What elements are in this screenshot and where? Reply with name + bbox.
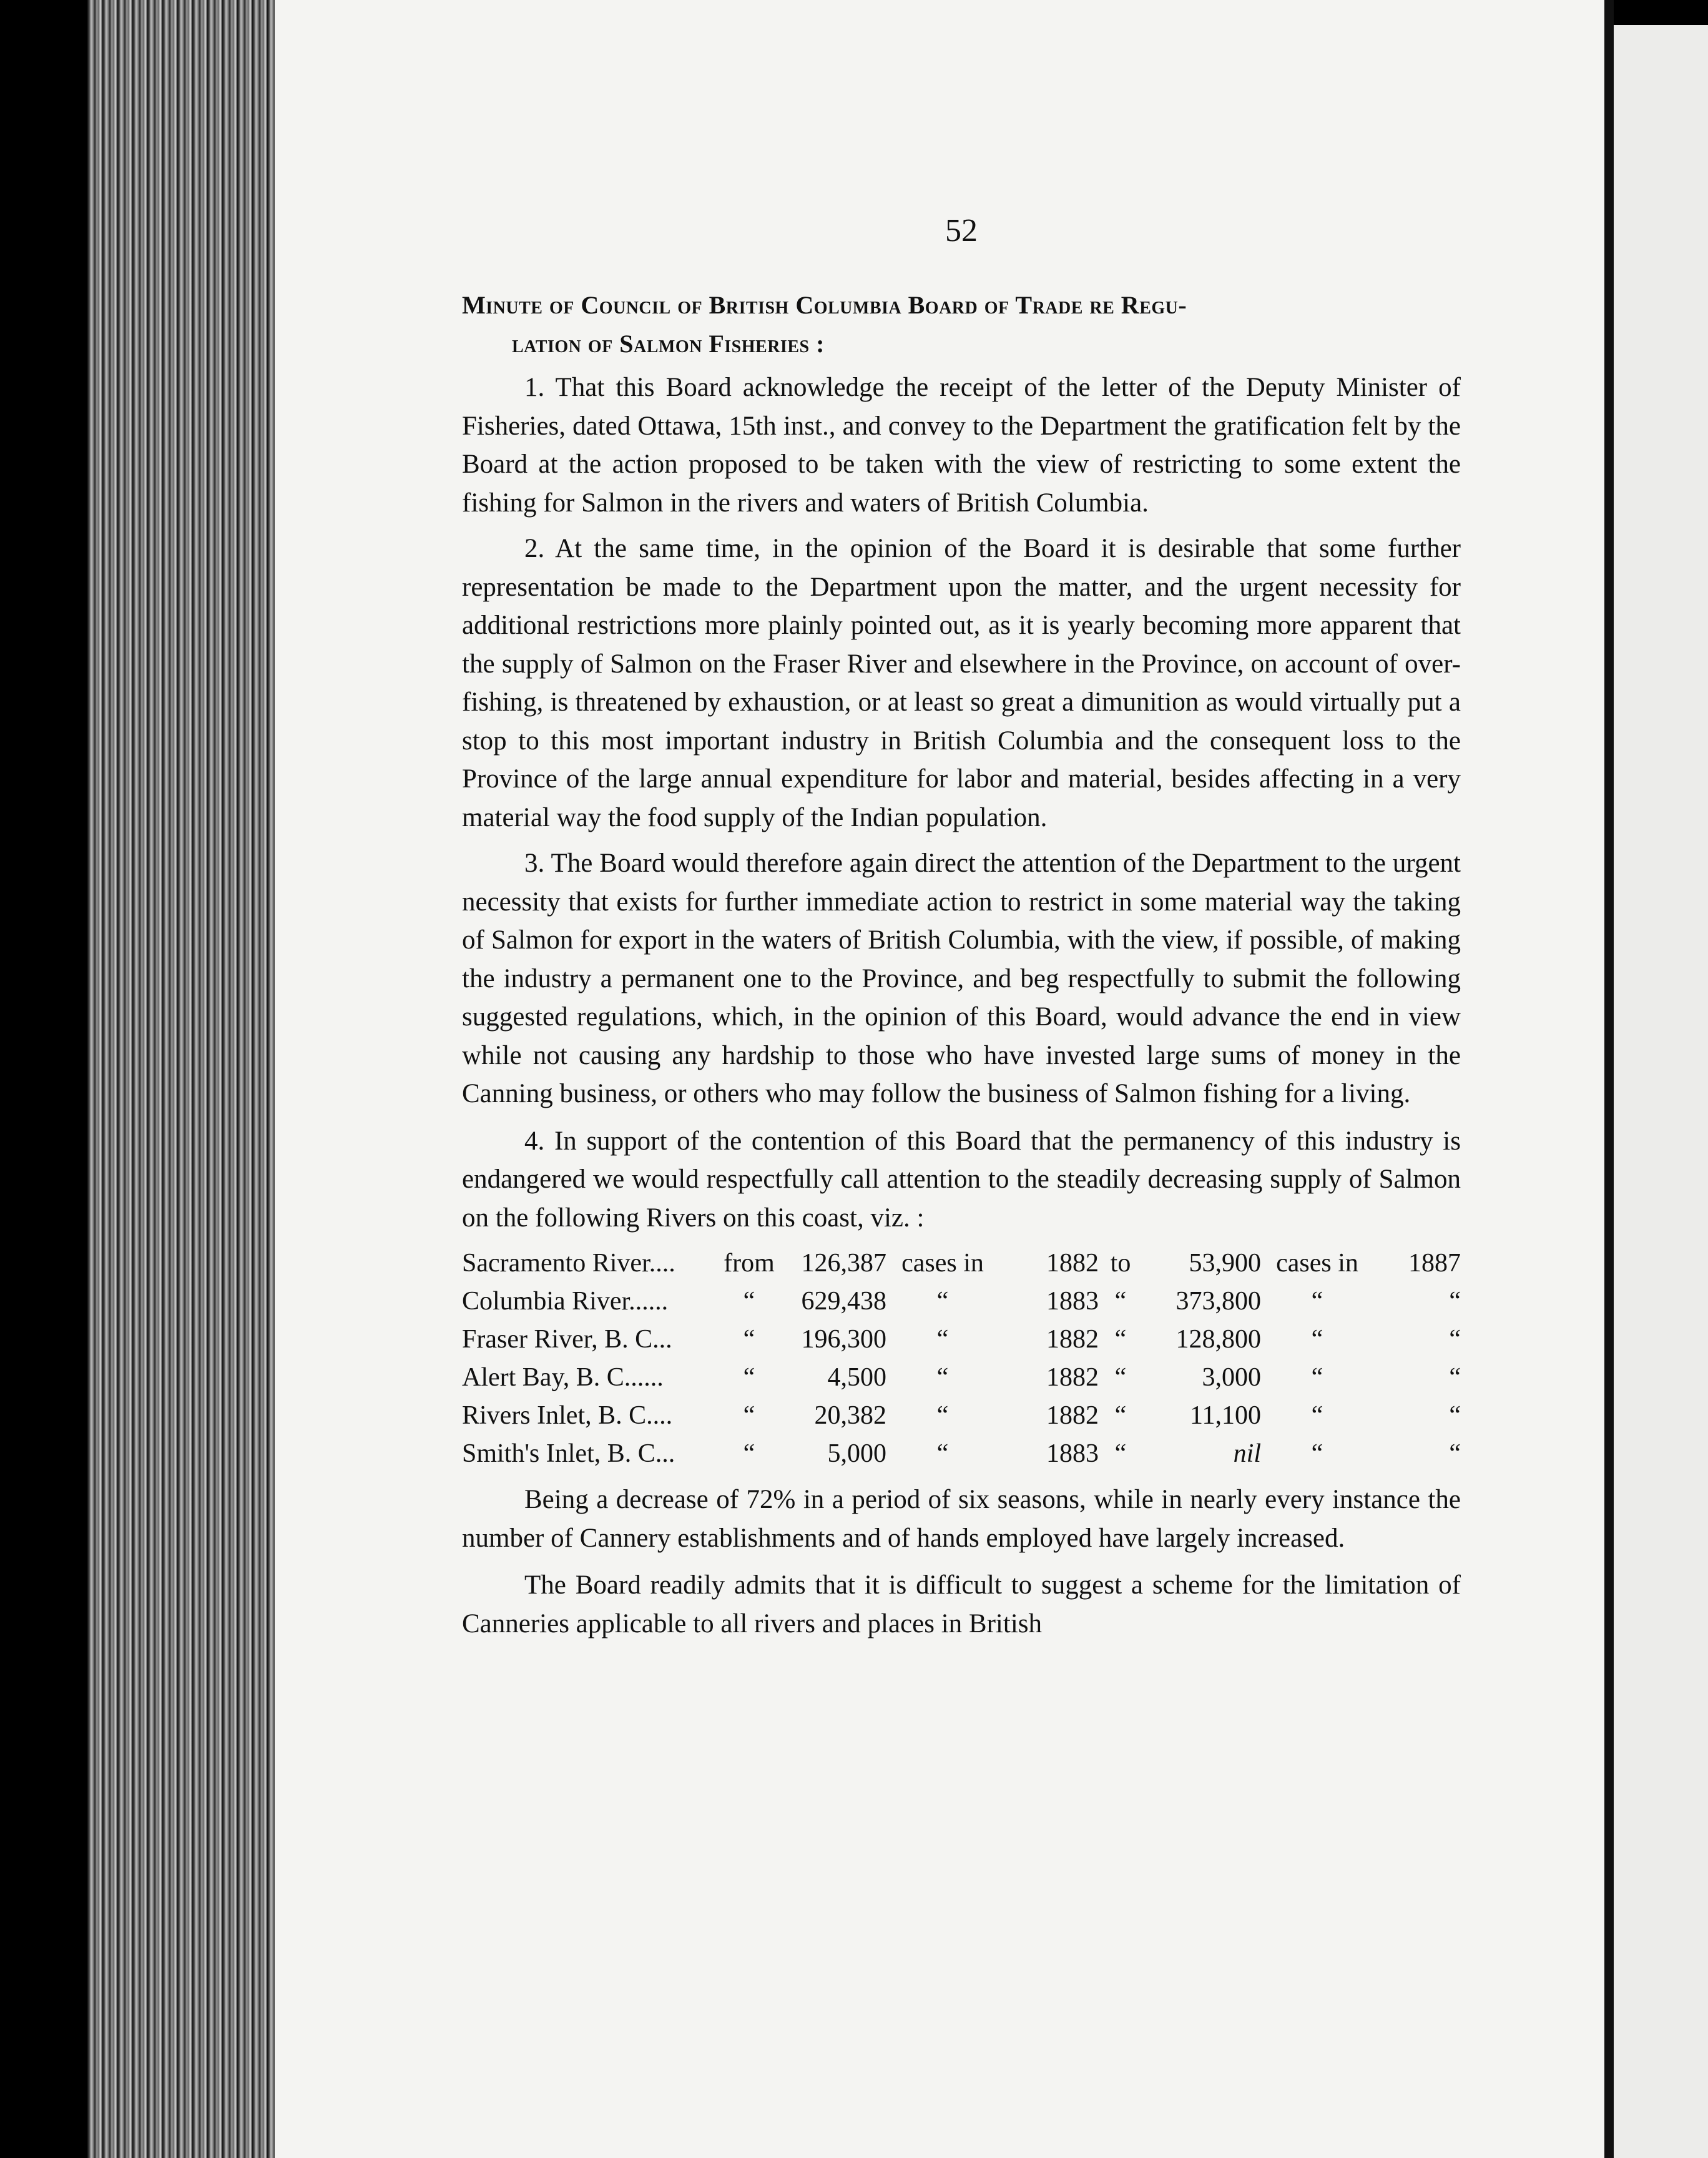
cell-to: “	[1114, 1363, 1127, 1392]
table-row	[462, 1283, 1461, 1321]
cell-cases1: 196,300	[801, 1325, 886, 1354]
body-text	[462, 368, 1461, 1650]
heading-line-2: lation of Salmon Fisheries :	[512, 330, 825, 358]
cell-unit2: cases in	[1276, 1249, 1358, 1278]
cell-unit1: “	[936, 1325, 949, 1354]
cell-unit1: “	[936, 1401, 949, 1430]
cell-river: Sacramento River....	[462, 1249, 675, 1278]
cell-unit2: “	[1311, 1325, 1323, 1354]
heading-line-1: Minute of Council of British Columbia Board of Trade re Regu-	[462, 291, 1187, 319]
book-gutter	[1604, 0, 1614, 2158]
cell-year1: 1882	[1046, 1401, 1099, 1430]
cell-year2: “	[1449, 1401, 1461, 1430]
cell-cases1: 5,000	[827, 1439, 886, 1468]
cell-year1: 1882	[1046, 1249, 1099, 1278]
cell-cases1: 126,387	[801, 1249, 886, 1278]
cell-unit1: “	[936, 1287, 949, 1316]
cell-unit2: “	[1311, 1401, 1323, 1430]
cell-from: from	[724, 1249, 775, 1278]
cell-year1: 1882	[1046, 1363, 1099, 1392]
cell-cases2: 3,000	[1202, 1363, 1261, 1392]
cell-year2: “	[1449, 1363, 1461, 1392]
cell-year2: “	[1449, 1325, 1461, 1354]
cell-river: Columbia River......	[462, 1287, 669, 1316]
cell-river: Fraser River, B. C...	[462, 1325, 672, 1354]
cell-to: to	[1110, 1249, 1131, 1278]
cell-cases2: nil	[1233, 1439, 1261, 1468]
cell-year1: 1883	[1046, 1287, 1099, 1316]
table-row	[462, 1397, 1461, 1435]
cell-to: “	[1114, 1401, 1127, 1430]
cell-to: “	[1114, 1287, 1127, 1316]
salmon-cases-table	[462, 1244, 1461, 1473]
cell-unit1: “	[936, 1439, 949, 1468]
cell-year1: 1883	[1046, 1439, 1099, 1468]
cell-from: “	[743, 1439, 755, 1468]
cell-to: “	[1114, 1439, 1127, 1468]
cell-unit2: “	[1311, 1363, 1323, 1392]
cell-cases2: 11,100	[1190, 1401, 1261, 1430]
cell-unit1: “	[936, 1363, 949, 1392]
cell-cases2: 373,800	[1175, 1287, 1261, 1316]
cell-river: Smith's Inlet, B. C...	[462, 1439, 675, 1468]
cell-cases1: 629,438	[801, 1287, 886, 1316]
paragraph-decrease: Being a decrease of 72% in a period of six seasons, while in nearly every instance the number of Cannery establishments and of hands employed have largely increased.	[462, 1485, 1461, 1553]
paragraph-1: 1. That this Board acknowledge the receipt of the letter of the Deputy Minister of Fisheries, dated Ottawa, 15th inst., and convey to the Department the gratification felt by the Board at the action proposed to be taken with the view of restricting to some extent the fishing for Salmon in the rivers and waters of British Columbia.	[462, 373, 1461, 518]
cell-from: “	[743, 1363, 755, 1392]
page-number: 52	[945, 213, 978, 249]
table-row	[462, 1359, 1461, 1397]
book-page-edges	[87, 0, 275, 2158]
facing-page-edge	[1614, 25, 1708, 2158]
cell-from: “	[743, 1287, 755, 1316]
cell-from: “	[743, 1325, 755, 1354]
cell-unit1: cases in	[901, 1249, 984, 1278]
cell-cases2: 53,900	[1189, 1249, 1261, 1278]
paragraph-limitation: The Board readily admits that it is difficult to suggest a scheme for the limitation of Canneries applicable to all rivers and places in British	[462, 1570, 1461, 1638]
cell-year2: “	[1449, 1287, 1461, 1316]
paragraph-2: 2. At the same time, in the opinion of the Board it is desirable that some further representation be made to the Department upon the matter, and the urgent necessity for additional restrictions more plainly pointed out, as it is yearly becoming more apparent that the supply of Salmon on the Fraser River and elsewhere in the Province, on account of over-fishing, is threatened by exhaustion, or at least so great a dimunition as would virtually put a stop to this most important industry in British Columbia and the consequent loss to the Province of the large annual expenditure for labor and material, besides affecting in a very material way the food supply of the Indian population.	[462, 534, 1461, 832]
cell-river: Alert Bay, B. C......	[462, 1363, 664, 1392]
cell-to: “	[1114, 1325, 1127, 1354]
cell-cases1: 20,382	[814, 1401, 886, 1430]
cell-year1: 1882	[1046, 1325, 1099, 1354]
cell-year2: 1887	[1408, 1249, 1461, 1278]
cell-river: Rivers Inlet, B. C....	[462, 1401, 673, 1430]
table-row	[462, 1321, 1461, 1359]
table-row	[462, 1244, 1461, 1283]
cell-cases1: 4,500	[827, 1363, 886, 1392]
section-heading	[462, 286, 1461, 363]
cell-year2: “	[1449, 1439, 1461, 1468]
paragraph-3: 3. The Board would therefore again direct the attention of the Department to the urgent necessity that exists for further immediate action to restrict in some material way the taking of Salmon for export in the waters of British Columbia, with the view, if possible, of making the industry a permanent one to the Province, and beg respectfully to submit the following suggested regulations, which, in the opinion of this Board, would advance the end in view while not causing any hardship to those who have invested large sums of money in the Canning business, or others who may follow the business of Salmon fishing for a living.	[462, 849, 1461, 1108]
cell-unit2: “	[1311, 1439, 1323, 1468]
cell-unit2: “	[1311, 1287, 1323, 1316]
cell-from: “	[743, 1401, 755, 1430]
cell-cases2: 128,800	[1175, 1325, 1261, 1354]
table-row	[462, 1435, 1461, 1473]
paragraph-4: 4. In support of the contention of this Board that the permanency of this industry is endangered we would respectfully call attention to the steadily decreasing supply of Salmon on the following Rivers on this coast, viz. :	[462, 1126, 1461, 1233]
